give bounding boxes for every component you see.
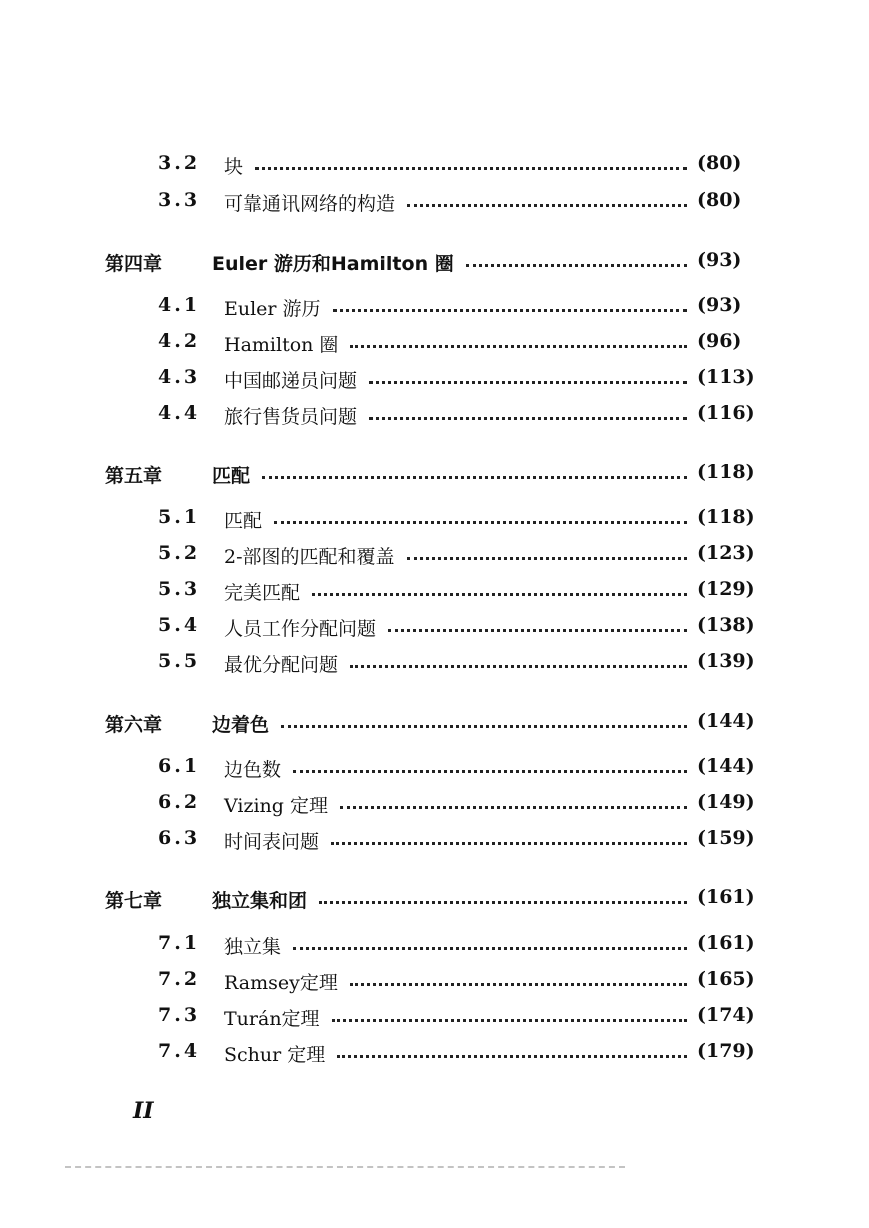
toc-section-row [0,148,869,182]
entry-page: (113) [697,366,755,388]
entry-title: Vizing 定理 [224,795,328,817]
scan-artifact-line [65,1166,625,1168]
entry-page: (159) [697,827,755,849]
entry-title: 独立集和团 [212,890,308,912]
entry-title: 最优分配问题 [224,654,339,676]
section-number: 4.3 [158,366,201,388]
dot-leader [262,476,687,479]
dot-leader [369,417,687,420]
section-number: 7.2 [158,968,201,990]
entry-title: 旅行售货员问题 [224,406,358,428]
section-number: 5.1 [158,506,201,528]
entry-title: 中国邮递员问题 [224,370,358,392]
toc-chapter-row [0,245,869,279]
dot-leader [407,204,687,207]
dot-leader [274,521,687,524]
entry-page: (138) [697,614,755,636]
entry-page: (139) [697,650,755,672]
dot-leader [255,167,687,170]
dot-leader [466,264,687,267]
dot-leader [388,629,687,632]
dot-leader [350,345,687,348]
toc-section-row [0,290,869,324]
toc-section-row [0,326,869,360]
chapter-number: 第七章 [105,890,163,912]
toc-section-row [0,928,869,962]
entry-title: 2-部图的匹配和覆盖 [224,546,395,568]
page-number: II [133,1098,154,1124]
entry-title: 边色数 [224,759,282,781]
toc-section-row [0,1036,869,1070]
section-number: 5.4 [158,614,201,636]
entry-page: (144) [697,755,755,777]
entry-page: (93) [697,294,742,316]
entry-page: (161) [697,886,755,908]
toc-section-row [0,502,869,536]
section-number: 6.1 [158,755,201,777]
chapter-number: 第五章 [105,465,163,487]
entry-title: Hamilton 圈 [224,334,339,356]
toc-section-row [0,574,869,608]
dot-leader [340,806,687,809]
entry-page: (179) [697,1040,755,1062]
toc-section-row [0,610,869,644]
entry-page: (96) [697,330,742,352]
dot-leader [293,947,687,950]
entry-title: 边着色 [212,714,270,736]
entry-title: Euler 游历和Hamilton 圈 [212,253,454,275]
toc-section-row [0,646,869,680]
section-number: 4.2 [158,330,201,352]
chapter-number: 第四章 [105,253,163,275]
dot-leader [337,1055,687,1058]
entry-page: (165) [697,968,755,990]
entry-title: 人员工作分配问题 [224,618,377,640]
dot-leader [281,725,687,728]
dot-leader [350,665,687,668]
entry-title: 可靠通讯网络的构造 [224,193,396,215]
entry-title: 时间表问题 [224,831,320,853]
chapter-number: 第六章 [105,714,163,736]
toc-section-row [0,538,869,572]
dot-leader [319,901,687,904]
toc-section-row [0,751,869,785]
dot-leader [331,842,687,845]
entry-page: (118) [697,506,755,528]
entry-page: (144) [697,710,755,732]
toc-section-row [0,1000,869,1034]
entry-page: (174) [697,1004,755,1026]
entry-title: Schur 定理 [224,1044,326,1066]
dot-leader [332,1019,687,1022]
section-number: 6.2 [158,791,201,813]
section-number: 4.1 [158,294,201,316]
section-number: 5.5 [158,650,201,672]
toc-chapter-row [0,706,869,740]
toc-section-row [0,823,869,857]
dot-leader [407,557,687,560]
entry-page: (118) [697,461,755,483]
section-number: 3.2 [158,152,201,174]
toc-chapter-row [0,457,869,491]
section-number: 5.2 [158,542,201,564]
section-number: 7.1 [158,932,201,954]
dot-leader [312,593,687,596]
entry-page: (93) [697,249,742,271]
entry-page: (123) [697,542,755,564]
section-number: 5.3 [158,578,201,600]
toc-section-row [0,185,869,219]
section-number: 3.3 [158,189,201,211]
entry-title: 独立集 [224,936,282,958]
toc-chapter-row [0,882,869,916]
entry-title: 匹配 [212,465,251,487]
entry-title: 匹配 [224,510,263,532]
dot-leader [350,983,687,986]
entry-page: (80) [697,152,742,174]
entry-title: 完美匹配 [224,582,301,604]
dot-leader [293,770,687,773]
section-number: 4.4 [158,402,201,424]
toc-section-row [0,787,869,821]
dot-leader [369,381,687,384]
toc-section-row [0,362,869,396]
entry-title: Ramsey定理 [224,972,338,994]
entry-page: (161) [697,932,755,954]
entry-page: (149) [697,791,755,813]
dot-leader [333,309,687,312]
toc-section-row [0,964,869,998]
entry-page: (80) [697,189,742,211]
entry-page: (129) [697,578,755,600]
entry-page: (116) [697,402,755,424]
entry-title: Euler 游历 [224,298,321,320]
entry-title: Turán定理 [224,1008,320,1030]
section-number: 6.3 [158,827,201,849]
toc-section-row [0,398,869,432]
section-number: 7.4 [158,1040,201,1062]
section-number: 7.3 [158,1004,201,1026]
entry-title: 块 [224,156,244,178]
